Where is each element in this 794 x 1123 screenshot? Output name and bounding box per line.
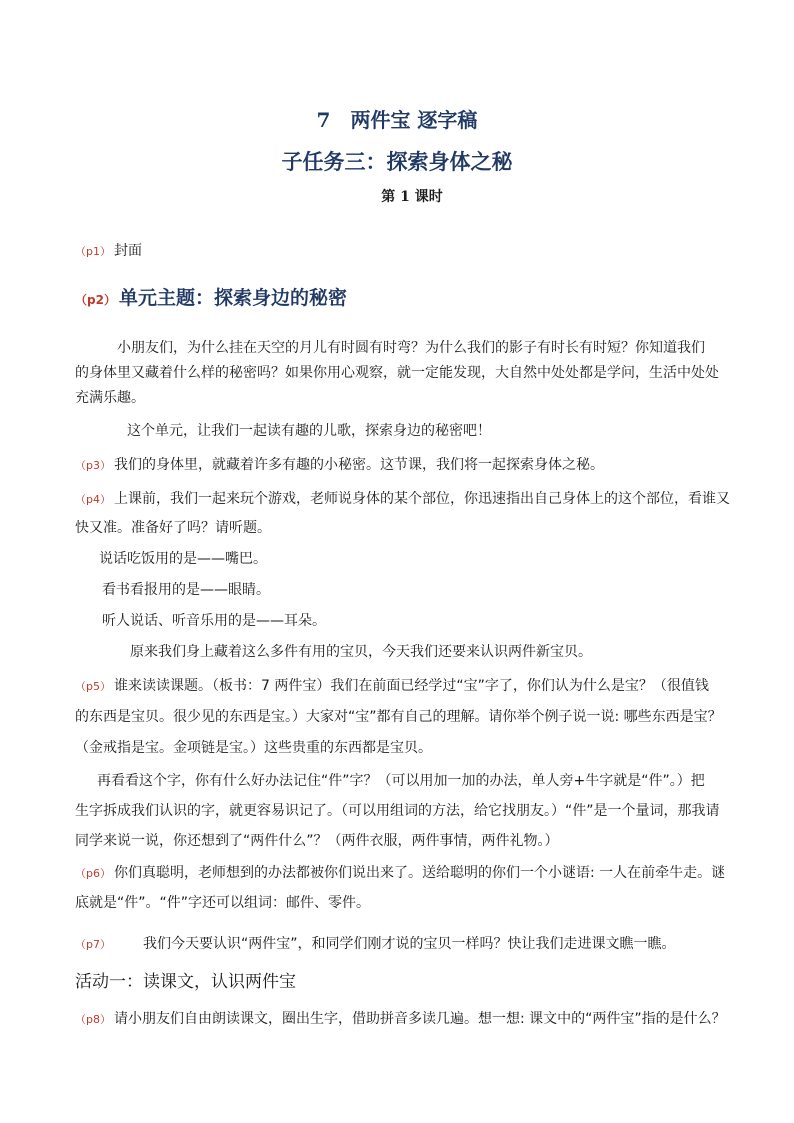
slide-p1 xyxy=(75,240,142,260)
p5-more-line-1: 再看看这个字，你有什么好办法记住“件”字？（可以用加一加的办法，单人旁+牛字就是“件”。）把 xyxy=(97,773,705,789)
game-answer-eyes: 看书看报用的是——眼睛。 xyxy=(102,582,270,598)
subtask-title: 子任务三：探索身体之秘 xyxy=(281,149,513,174)
lesson-period: 第 1 课时 xyxy=(381,189,443,205)
slide-p2 xyxy=(75,283,347,310)
slide-text: 我们的身体里，就藏着许多有趣的小秘密。这节课，我们将一起探索身体之秘。 xyxy=(113,457,604,473)
slide-text: 谁来读读课题。（板书：7 两件宝）我们在前面已经学过“宝”字了，你们认为什么是宝？（很值钱 xyxy=(113,678,709,694)
slide-p3 xyxy=(75,454,604,474)
slide-p7 xyxy=(75,933,676,953)
intro-line-3: 充满乐趣。 xyxy=(75,390,145,406)
p5-line-3: （金戒指是宝。金项链是宝。）这些贵重的东西都是宝贝。 xyxy=(75,740,432,756)
slide-p4 xyxy=(75,488,730,508)
slide-text: 上课前，我们一起来玩个游戏，老师说身体的某个部位，你迅速指出自己身体上的这个部位，看谁又 xyxy=(113,491,730,507)
slide-tag: （p7） xyxy=(75,938,111,951)
slide-text: 封面 xyxy=(113,243,142,259)
slide-text: 请小朋友们自由朗读课文，圈出生字，借助拼音多读几遍。想一想: 课文中的“两件宝”指的是什么？ xyxy=(113,1011,726,1027)
slide-p5 xyxy=(75,675,709,695)
slide-tag: （p4） xyxy=(75,493,111,506)
intro-line-4: 这个单元，让我们一起读有趣的儿歌，探索身边的秘密吧！ xyxy=(127,423,491,439)
game-answer-mouth: 说话吃饭用的是——嘴巴。 xyxy=(99,551,267,567)
intro-line-2: 的身体里又藏着什么样的秘密吗？如果你用心观察，就一定能发现，大自然中处处都是学问，生活中处处 xyxy=(75,365,719,381)
game-answer-ears: 听人说话、听音乐用的是——耳朵。 xyxy=(102,613,326,629)
slide-tag: （p5） xyxy=(75,680,111,693)
slide-tag: （p3） xyxy=(75,459,111,472)
slide-tag: （p2） xyxy=(75,293,116,307)
slide-tag: （p8） xyxy=(75,1013,111,1026)
slide-p8 xyxy=(75,1008,726,1028)
slide-text: 你们真聪明，老师想到的办法都被你们说出来了。送给聪明的你们一个小谜语: 一人在前牵牛走。谜 xyxy=(113,865,726,881)
document-title: 7 两件宝 逐字稿 xyxy=(316,108,478,132)
p5-more-line-3: 同学来说一说，你还想到了“两件什么”？（两件衣服，两件事情，两件礼物。） xyxy=(75,833,559,849)
p4-line-2: 快又准。准备好了吗？请听题。 xyxy=(75,520,271,536)
slide-tag: （p1） xyxy=(75,245,111,258)
p5-line-2: 的东西是宝贝。很少见的东西是宝。）大家对“宝”都有自己的理解。请你举个例子说一说: 哪些东西是宝？ xyxy=(75,709,722,725)
slide-tag: （p6） xyxy=(75,867,111,880)
p5-more-line-2: 生字拆成我们认识的字，就更容易识记了。（可以用组词的方法，给它找朋友。）“件”是一个量词，那我请 xyxy=(75,803,720,819)
p6-line-2: 底就是“件”。“件”字还可以组词：邮件、零件。 xyxy=(75,895,371,911)
unit-theme-heading: 单元主题：探索身边的秘密 xyxy=(118,287,347,309)
activity-one-heading: 活动一：读课文，认识两件宝 xyxy=(75,972,296,992)
slide-text: 我们今天要认识“两件宝”，和同学们刚才说的宝贝一样吗？快让我们走进课文瞧一瞧。 xyxy=(142,936,676,952)
intro-line-1: 小朋友们，为什么挂在天空的月儿有时圆有时弯？为什么我们的影子有时长有时短？你知道我们 xyxy=(117,340,705,356)
slide-p6 xyxy=(75,862,725,882)
p4-closing: 原来我们身上藏着这么多件有用的宝贝，今天我们还要来认识两件新宝贝。 xyxy=(130,644,592,660)
